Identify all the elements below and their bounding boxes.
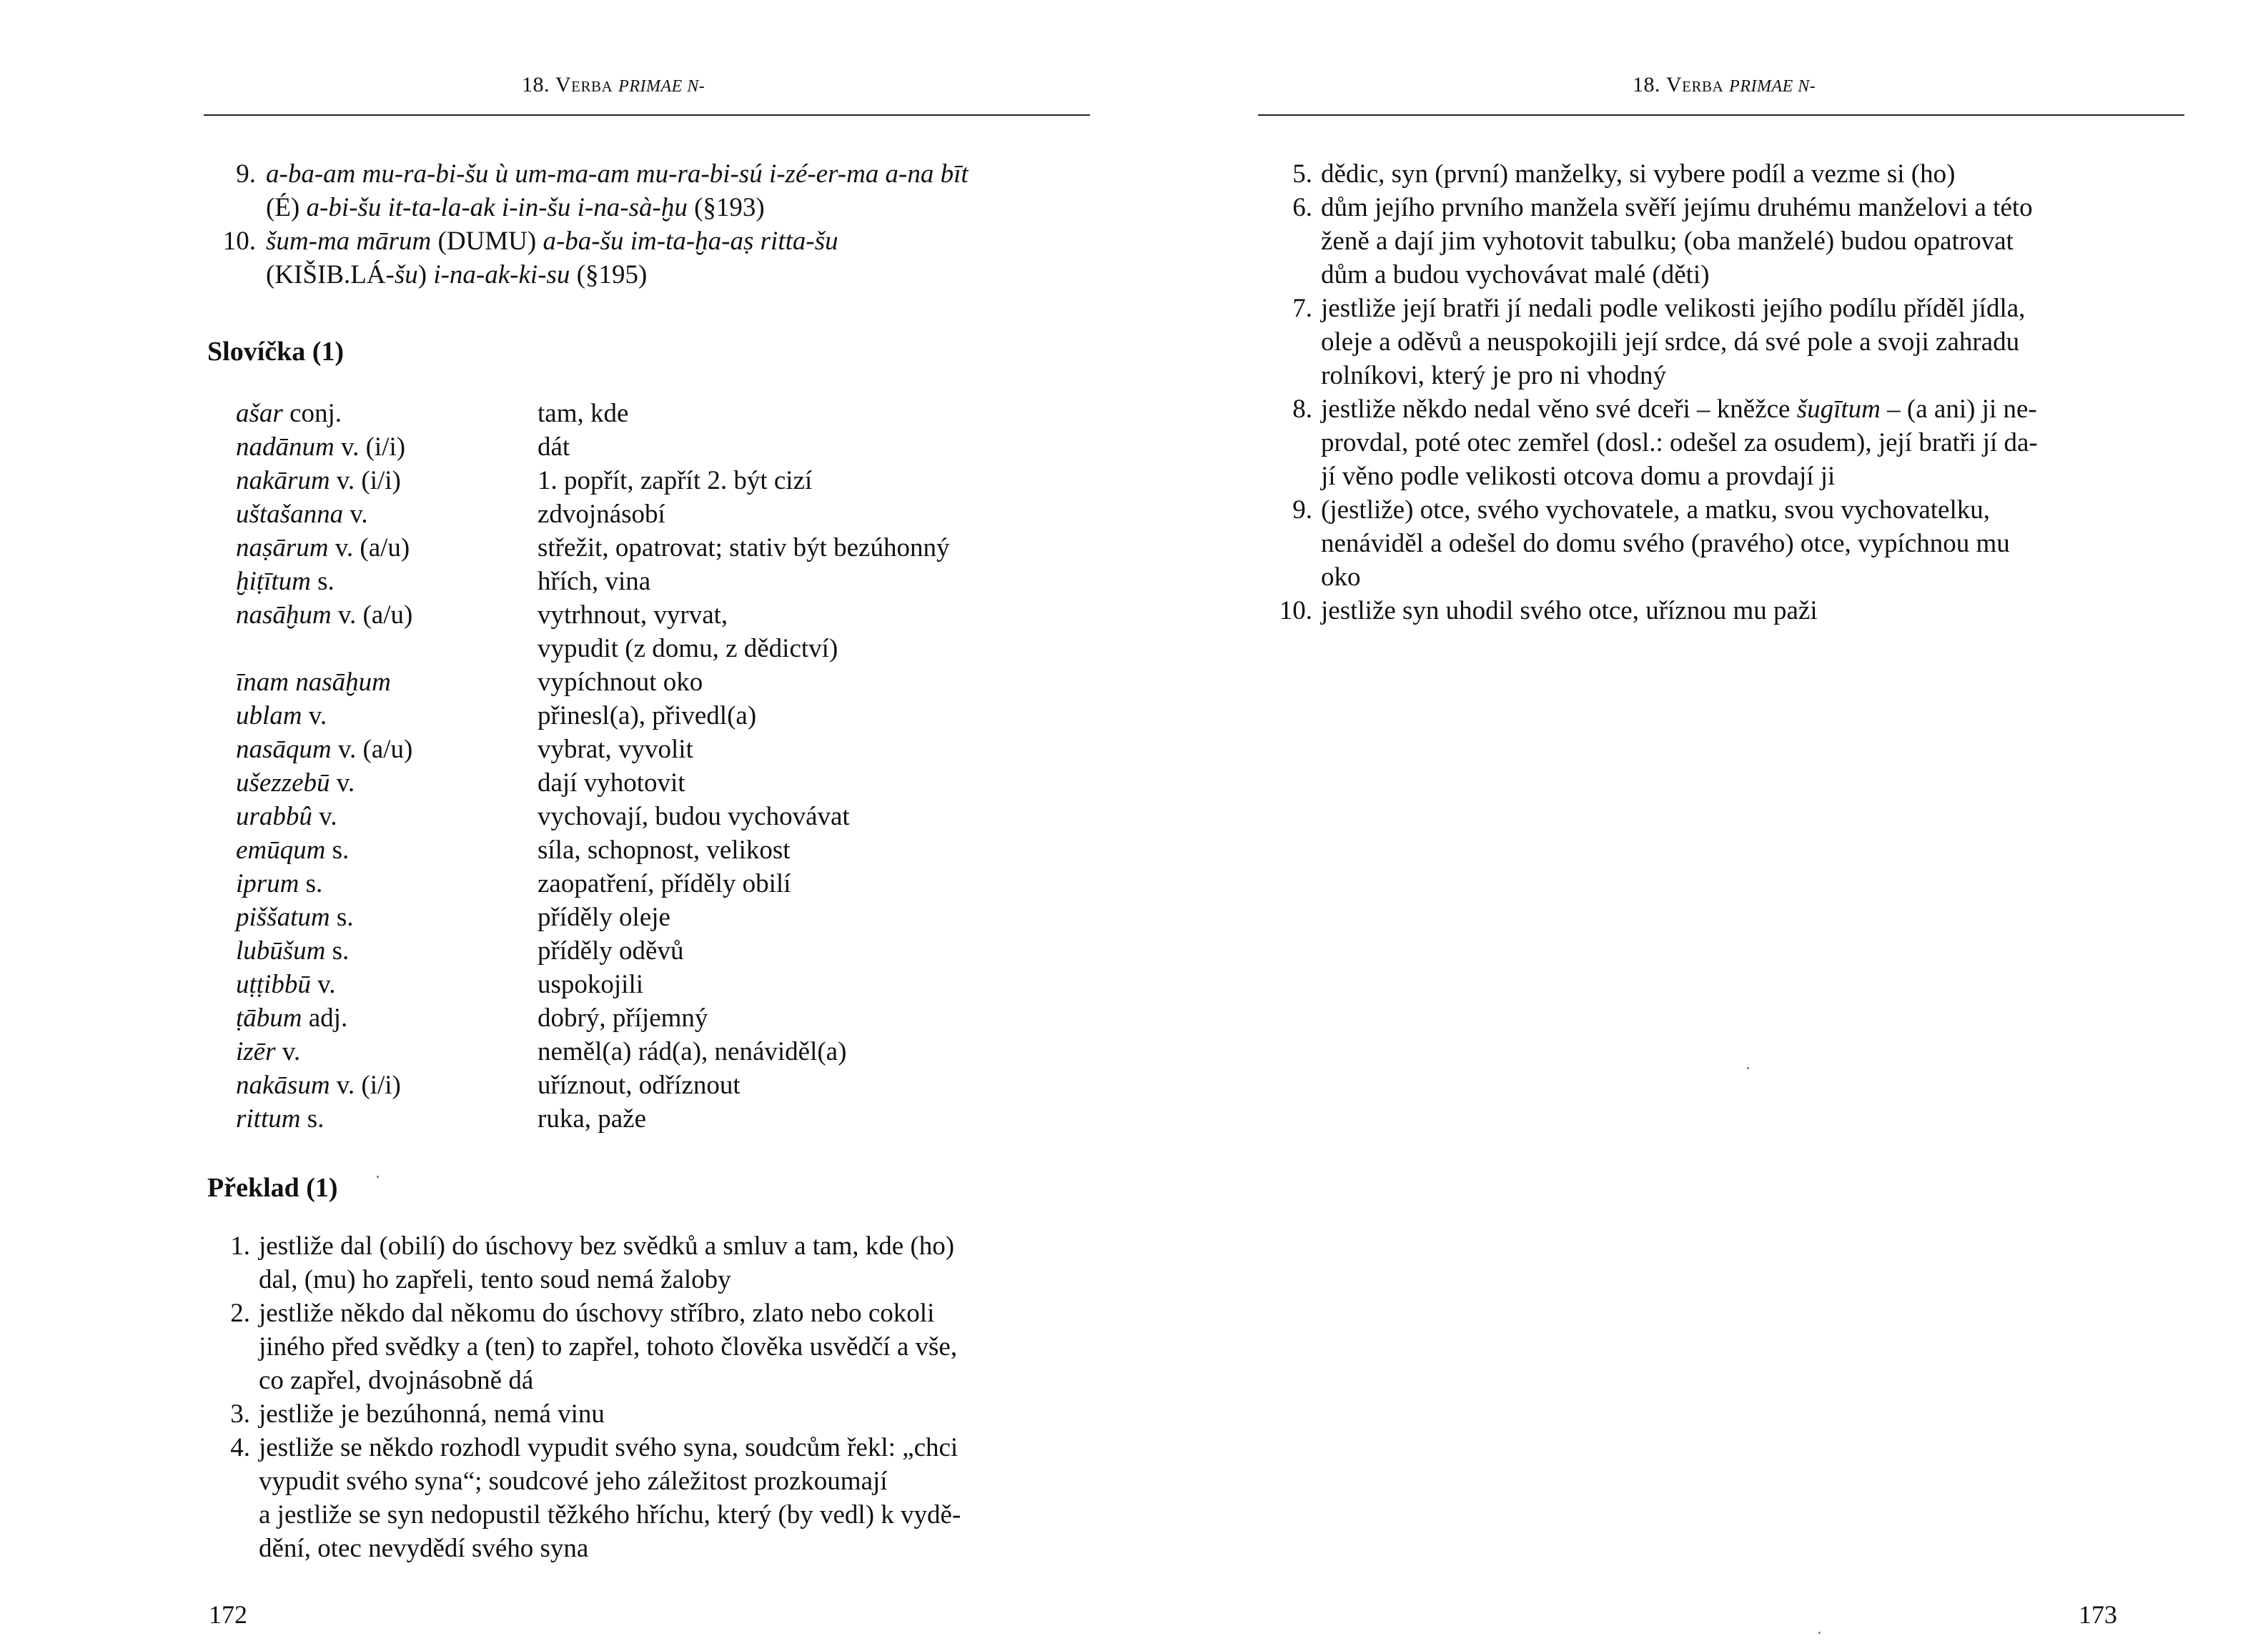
- vocab-pos: s.: [325, 836, 350, 865]
- translation-item: [1262, 191, 2038, 292]
- running-head-word: Verba: [1666, 73, 1724, 96]
- vocab-gloss: [538, 1001, 708, 1035]
- vocab-term: [236, 968, 538, 1001]
- vocab-entry: [236, 901, 949, 934]
- gloss-line: hřích, vina: [538, 567, 651, 596]
- vocab-term: [236, 833, 538, 867]
- item-number: 9.: [1292, 495, 1312, 525]
- text-line: [1321, 258, 2033, 292]
- text-segment: oko: [1321, 562, 1361, 592]
- translation-item: [1262, 493, 2038, 594]
- vocab-gloss: [538, 766, 685, 800]
- text-segment: dění, otec nevydědí svého syna: [259, 1534, 589, 1563]
- text-line: [1321, 527, 2010, 560]
- vocab-word: nadānum: [236, 432, 335, 462]
- gloss-line: uspokojili: [538, 970, 644, 999]
- vocab-entry: [236, 867, 949, 901]
- italic-segment: a-ba-šu im-ta-ḫa-aṣ ritta-šu: [543, 227, 838, 256]
- italic-segment: i-na-ak-ki-su: [433, 260, 570, 289]
- text-segment: (§193): [687, 193, 765, 222]
- text-segment: co zapřel, dvojnásobně dá: [259, 1366, 534, 1395]
- right-page: [1134, 0, 2268, 1646]
- vocab-entry: [236, 665, 949, 699]
- vocab-gloss: [538, 901, 670, 934]
- vocab-pos: s.: [300, 1104, 325, 1134]
- gloss-line: zaopatření, příděly obilí: [538, 869, 791, 898]
- text-line: [1321, 426, 2038, 460]
- vocab-gloss: [538, 1069, 741, 1102]
- translation-text: [1321, 157, 1955, 191]
- vocab-term: [236, 464, 538, 497]
- text-segment: (KIŠIB.LÁ-: [266, 260, 395, 289]
- vocab-gloss: [538, 1035, 846, 1069]
- vocab-pos: v.: [310, 970, 336, 999]
- item-number: 5.: [1292, 159, 1312, 189]
- vocab-term: [236, 665, 538, 699]
- vocab-entry: [236, 397, 949, 430]
- vocab-entry: [236, 934, 949, 968]
- vocab-pos: adj.: [302, 1003, 348, 1033]
- running-head: 18. Verba PRIMAE N-: [1633, 73, 1816, 96]
- vocab-term: [236, 565, 538, 598]
- vocab-word: ḫiṭītum: [236, 567, 311, 596]
- text-line: [259, 1532, 961, 1565]
- akkadian-text: [266, 157, 969, 224]
- vocab-pos: v. (i/i): [330, 1071, 401, 1100]
- text-line: [259, 1263, 954, 1297]
- vocab-gloss: [538, 464, 812, 497]
- scan-speck: [1818, 1632, 1821, 1634]
- text-segment: jestliže syn uhodil svého otce, uříznou mu paži: [1321, 596, 1818, 625]
- vocab-entry: [236, 1035, 949, 1069]
- vocab-word: naṣārum: [236, 533, 329, 562]
- translation-text: [1321, 493, 2010, 594]
- text-segment: jiného před svědky a (ten) to zapřel, tohoto člověka usvědčí a vše,: [259, 1332, 958, 1362]
- text-line: [259, 1498, 961, 1532]
- text-segment: provdal, poté otec zemřel (dosl.: odešel za osudem), její bratři jí da-: [1321, 428, 2038, 457]
- vocab-term: [236, 430, 538, 464]
- gloss-line: uříznout, odříznout: [538, 1071, 741, 1100]
- translation-item: [1262, 392, 2038, 493]
- text-line: [259, 1431, 961, 1464]
- vocab-gloss: [538, 1102, 646, 1136]
- vocab-term: [236, 531, 538, 565]
- vocab-gloss: [538, 665, 703, 699]
- vocab-word: uštašanna: [236, 500, 344, 529]
- italic-segment: šugītum: [1796, 395, 1881, 424]
- text-segment: (DUMU): [431, 227, 543, 256]
- vocab-pos: v.: [302, 701, 327, 730]
- text-segment: jí věno podle velikosti otcova domu a provdají ji: [1321, 462, 1836, 491]
- vocab-word: ublam: [236, 701, 302, 730]
- vocab-entry: [236, 968, 949, 1001]
- vocab-gloss: [538, 833, 791, 867]
- text-line: [1321, 594, 1818, 628]
- vocab-entry: [236, 430, 949, 464]
- running-head-italic: PRIMAE N-: [618, 77, 705, 96]
- vocab-word: īnam nasāḫum: [236, 668, 391, 697]
- gloss-line: vychovají, budou vychovávat: [538, 802, 850, 831]
- vocab-pos: conj.: [282, 399, 342, 428]
- vocab-term: [236, 800, 538, 833]
- vocab-gloss: [538, 397, 628, 430]
- vocab-word: emūqum: [236, 836, 326, 865]
- text-segment: jestliže dal (obilí) do úschovy bez svědků a smluv a tam, kde (ho): [259, 1231, 955, 1261]
- gloss-line: přinesl(a), přivedl(a): [538, 701, 757, 730]
- translation-text: [259, 1397, 605, 1431]
- text-segment: dědic, syn (první) manželky, si vybere podíl a vezme si (ho): [1321, 159, 1956, 189]
- text-line: [266, 224, 838, 258]
- gloss-line: střežit, opatrovat; stativ být bezúhonný: [538, 533, 950, 562]
- vocab-term: [236, 766, 538, 800]
- item-number: 2.: [230, 1299, 250, 1328]
- text-segment: dům jejího prvního manžela svěří jejímu druhému manželovi a této: [1321, 193, 2033, 222]
- text-segment: a jestliže se syn nedopustil těžkého hříchu, který (by vedl) k vydě-: [259, 1500, 961, 1530]
- vocab-term: [236, 733, 538, 766]
- gloss-line: vypudit (z domu, z dědictví): [538, 634, 838, 663]
- vocab-pos: s.: [310, 567, 335, 596]
- gloss-line: neměl(a) rád(a), nenáviděl(a): [538, 1037, 847, 1066]
- vocab-gloss: [538, 968, 643, 1001]
- gloss-line: vypíchnout oko: [538, 668, 703, 697]
- vocab-term: [236, 901, 538, 934]
- text-line: [1321, 157, 1955, 191]
- vocab-term: [236, 598, 538, 632]
- vocab-term: [236, 1102, 538, 1136]
- running-head: 18. Verba PRIMAE N-: [522, 73, 705, 96]
- text-line: [266, 191, 969, 224]
- text-line: [1321, 292, 2025, 325]
- text-line: [259, 1229, 954, 1263]
- item-number: 10.: [222, 227, 256, 256]
- vocab-entry: [236, 565, 949, 598]
- text-segment: ): [417, 260, 434, 289]
- translation-list-right: [1262, 157, 2038, 628]
- vocabulary-list: [236, 397, 949, 1136]
- text-line: [1321, 460, 2038, 493]
- text-segment: jestliže někdo nedal věno své dceři – kněžce: [1321, 395, 1797, 424]
- gloss-line: zdvojnásobí: [538, 500, 665, 529]
- vocab-gloss: [538, 733, 693, 766]
- vocab-entry: [236, 497, 949, 531]
- vocab-pos: v. (a/u): [328, 533, 410, 562]
- vocab-word: rittum: [236, 1104, 301, 1134]
- text-line: [266, 258, 838, 292]
- item-number: 9.: [236, 159, 256, 189]
- vocab-pos: v. (i/i): [330, 466, 401, 495]
- header-rule: [1258, 114, 2184, 116]
- text-segment: jestliže se někdo rozhodl vypudit svého syna, soudcům řekl: „chci: [259, 1433, 959, 1462]
- scan-speck: [1747, 1067, 1749, 1069]
- vocab-entry: [236, 531, 949, 565]
- italic-segment: šum-ma mārum: [266, 227, 432, 256]
- text-segment: oleje a oděvů a neuspokojili její srdce, dá své pole a svoji zahradu: [1321, 327, 2020, 357]
- gloss-line: 1. popřít, zapřít 2. být cizí: [538, 466, 813, 495]
- vocab-term: [236, 397, 538, 430]
- vocab-word: ušezzebū: [236, 768, 330, 798]
- vocab-gloss: [538, 699, 756, 733]
- text-line: [259, 1330, 957, 1364]
- vocab-word: urabbû: [236, 802, 312, 831]
- vocab-word: lubūšum: [236, 936, 326, 966]
- vocab-pos: v.: [312, 802, 337, 831]
- text-segment: (jestliže) otce, svého vychovatele, a matku, svou vychovatelku,: [1321, 495, 1991, 525]
- vocab-pos: v.: [330, 768, 355, 798]
- vocab-pos: v. (i/i): [334, 432, 406, 462]
- vocab-pos: s.: [330, 903, 354, 932]
- vocab-entry: [236, 699, 949, 733]
- translation-text: [1321, 392, 2038, 493]
- running-head-italic: PRIMAE N-: [1729, 77, 1816, 96]
- item-number: 1.: [230, 1231, 250, 1261]
- gloss-line: dát: [538, 432, 570, 462]
- translation-item: [212, 1431, 961, 1565]
- vocab-entry: [236, 1069, 949, 1102]
- vocab-word: ašar: [236, 399, 283, 428]
- scan-speck: [377, 1176, 379, 1178]
- vocab-term: [236, 497, 538, 531]
- italic-segment: šu: [394, 260, 418, 289]
- translation-text: [1321, 292, 2025, 392]
- vocab-pos: v.: [343, 500, 368, 529]
- item-number: 7.: [1292, 294, 1312, 323]
- vocab-entry: [236, 1102, 949, 1136]
- vocab-word: iprum: [236, 869, 299, 898]
- vocab-entry: [236, 464, 949, 497]
- vocab-pos: v. (a/u): [331, 735, 413, 764]
- vocab-pos: s.: [325, 936, 350, 966]
- vocab-pos: v.: [275, 1037, 301, 1066]
- text-segment: jestliže někdo dal někomu do úschovy stříbro, zlato nebo cokoli: [259, 1299, 935, 1328]
- vocab-term: [236, 699, 538, 733]
- vocab-pos: s.: [299, 869, 323, 898]
- translation-item: [1262, 157, 2038, 191]
- text-line: [1321, 359, 2025, 392]
- vocab-gloss: [538, 800, 850, 833]
- vocab-word: nasāqum: [236, 735, 332, 764]
- translation-item: [1262, 292, 2038, 392]
- text-line: [1321, 560, 2010, 594]
- running-head-word: Verba: [555, 73, 613, 96]
- gloss-line: dobrý, příjemný: [538, 1003, 708, 1033]
- text-line: [1321, 191, 2033, 224]
- vocab-term: [236, 1069, 538, 1102]
- text-line: [1321, 493, 2010, 527]
- text-line: [1321, 224, 2033, 258]
- text-segment: (§195): [570, 260, 648, 289]
- item-number: 6.: [1292, 193, 1312, 222]
- gloss-line: dají vyhotovit: [538, 768, 685, 798]
- vocab-word: nakārum: [236, 466, 330, 495]
- text-segment: nenáviděl a odešel do domu svého (pravého) otce, vypíchnou mu: [1321, 529, 2010, 558]
- akkadian-text: [266, 224, 838, 292]
- vocab-entry: [236, 766, 949, 800]
- vocab-word: nakāsum: [236, 1071, 330, 1100]
- translation-text: [259, 1297, 957, 1397]
- translation-item: [212, 1397, 961, 1431]
- gloss-line: příděly oděvů: [538, 936, 684, 966]
- text-line: [266, 157, 969, 191]
- text-line: [259, 1364, 957, 1397]
- vocab-gloss: [538, 430, 570, 464]
- text-segment: vypudit svého syna“; soudcové jeho záležitost prozkoumají: [259, 1467, 888, 1496]
- gloss-line: vybrat, vyvolit: [538, 735, 693, 764]
- translation-item: [212, 1229, 961, 1297]
- text-line: [1321, 392, 2038, 426]
- vocab-gloss: [538, 497, 665, 531]
- text-segment: (É): [266, 193, 307, 222]
- vocab-word: piššatum: [236, 903, 330, 932]
- page-number-left: 172: [209, 1600, 247, 1629]
- vocab-gloss: [538, 531, 949, 565]
- text-segment: dům a budou vychovávat malé (děti): [1321, 260, 1710, 289]
- vocab-entry: [236, 598, 949, 665]
- item-number: 3.: [230, 1399, 250, 1429]
- vocab-entry: [236, 733, 949, 766]
- page-number-right: 173: [2079, 1600, 2117, 1629]
- text-segment: – (a ani) ji ne-: [1880, 395, 2037, 424]
- vocab-term: [236, 1035, 538, 1069]
- vocab-pos: v. (a/u): [331, 600, 413, 630]
- akkadian-examples: [212, 157, 969, 292]
- translation-item: [212, 1297, 961, 1397]
- vocab-entry: [236, 833, 949, 867]
- vocab-entry: [236, 1001, 949, 1035]
- translation-text: [259, 1229, 954, 1297]
- item-number: 8.: [1292, 395, 1312, 424]
- vocab-gloss: [538, 934, 683, 968]
- translation-heading: Překlad (1): [207, 1173, 338, 1203]
- vocabulary-heading: Slovíčka (1): [207, 337, 345, 367]
- text-segment: jestliže je bezúhonná, nemá vinu: [259, 1399, 605, 1429]
- translation-item: [1262, 594, 2038, 628]
- item-number: 10.: [1279, 596, 1312, 625]
- vocab-word: nasāḫum: [236, 600, 332, 630]
- gloss-line: příděly oleje: [538, 903, 670, 932]
- text-line: [1321, 325, 2025, 359]
- text-segment: jestliže její bratři jí nedali podle velikosti jejího podílu příděl jídla,: [1321, 294, 2026, 323]
- italic-segment: a-bi-šu it-ta-la-ak i-in-šu i-na-sà-ḫu: [306, 193, 688, 222]
- text-segment: rolníkovi, který je pro ni vhodný: [1321, 361, 1666, 390]
- translation-text: [259, 1431, 961, 1565]
- gloss-line: tam, kde: [538, 399, 629, 428]
- vocab-term: [236, 934, 538, 968]
- text-line: [259, 1464, 961, 1498]
- text-line: [259, 1297, 957, 1330]
- header-rule: [204, 114, 1090, 116]
- gloss-line: síla, schopnost, velikost: [538, 836, 791, 865]
- akkadian-item: [212, 157, 969, 224]
- vocab-gloss: [538, 867, 791, 901]
- gloss-line: vytrhnout, vyrvat,: [538, 600, 728, 630]
- gloss-line: ruka, paže: [538, 1104, 647, 1134]
- translation-list-left: [212, 1229, 961, 1565]
- akkadian-item: [212, 224, 969, 292]
- vocab-gloss: [538, 598, 838, 665]
- text-segment: dal, (mu) ho zapřeli, tento soud nemá žaloby: [259, 1265, 731, 1294]
- text-segment: ženě a dají jim vyhotovit tabulku; (oba manželé) budou opatrovat: [1321, 227, 2014, 256]
- vocab-term: [236, 867, 538, 901]
- vocab-gloss: [538, 565, 650, 598]
- vocab-word: izēr: [236, 1037, 276, 1066]
- vocab-word: uṭṭibbū: [236, 970, 311, 999]
- translation-text: [1321, 594, 1818, 628]
- text-line: [259, 1397, 605, 1431]
- item-number: 4.: [230, 1433, 250, 1462]
- translation-text: [1321, 191, 2033, 292]
- italic-segment: a-ba-am mu-ra-bi-šu ù um-ma-am mu-ra-bi-sú i-zé-er-ma a-na bīt: [266, 159, 969, 189]
- vocab-word: ṭābum: [236, 1003, 302, 1033]
- vocab-entry: [236, 800, 949, 833]
- vocab-term: [236, 1001, 538, 1035]
